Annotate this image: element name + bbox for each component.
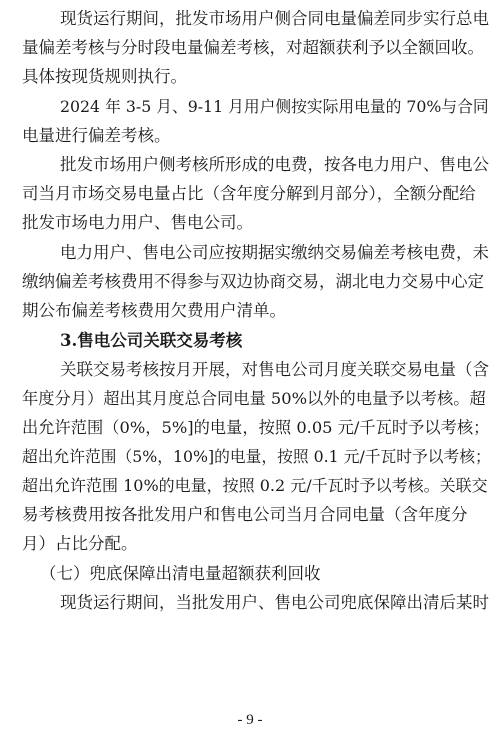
paragraph-line: 年度分月）超出其月度总合同电量 50%以外的电量予以考核。超 xyxy=(22,389,486,408)
paragraph-line: 司当月市场交易电量占比（含年度分解到月部分），全额分配给 xyxy=(22,184,476,203)
paragraph-line: 出允许范围（0%，5%]的电量，按照 0.05 元/千瓦时予以考核； xyxy=(22,418,490,437)
paragraph-line: 批发市场电力用户、售电公司。 xyxy=(22,213,253,232)
paragraph-line: 电量进行偏差考核。 xyxy=(22,126,171,145)
paragraph-line: 电力用户、售电公司应按期据实缴纳交易偏差考核电费，未 xyxy=(60,243,489,262)
paragraph-line: 月）占比分配。 xyxy=(22,534,138,553)
paragraph-line: 超出允许范围 10%的电量，按照 0.2 元/千瓦时予以考核。关联交 xyxy=(22,476,488,495)
paragraph-line: 2024 年 3-5 月、9-11 月用户侧按实际用电量的 70%与合同 xyxy=(60,97,489,116)
paragraph-line: 超出允许范围（5%，10%]的电量，按照 0.1 元/千瓦时予以考核； xyxy=(22,447,491,466)
paragraph-line: 期公布偏差考核费用欠费用户清单。 xyxy=(22,301,286,320)
page-number: - 9 - xyxy=(237,712,263,728)
section-heading: 3.售电公司关联交易考核 xyxy=(60,331,243,350)
paragraph-line: 批发市场用户侧考核所形成的电费，按各电力用户、售电公 xyxy=(60,155,489,174)
subsection-heading: （七）兜底保障出清电量超额获利回收 xyxy=(40,564,321,583)
paragraph-line: 具体按现货规则执行。 xyxy=(22,67,187,86)
paragraph-line: 量偏差考核与分时段电量偏差考核，对超额获利予以全额回收。 xyxy=(22,38,484,57)
paragraph-line: 现货运行期间，批发市场用户侧合同电量偏差同步实行总电 xyxy=(60,9,489,28)
paragraph-line: 缴纳偏差考核费用不得参与双边协商交易，湖北电力交易中心定 xyxy=(22,272,484,291)
paragraph-line: 现货运行期间，当批发用户、售电公司兜底保障出清后某时 xyxy=(60,593,489,612)
paragraph-line: 关联交易考核按月开展，对售电公司月度关联交易电量（含 xyxy=(60,360,489,379)
paragraph-line: 易考核费用按各批发用户和售电公司当月合同电量（含年度分 xyxy=(22,505,468,524)
